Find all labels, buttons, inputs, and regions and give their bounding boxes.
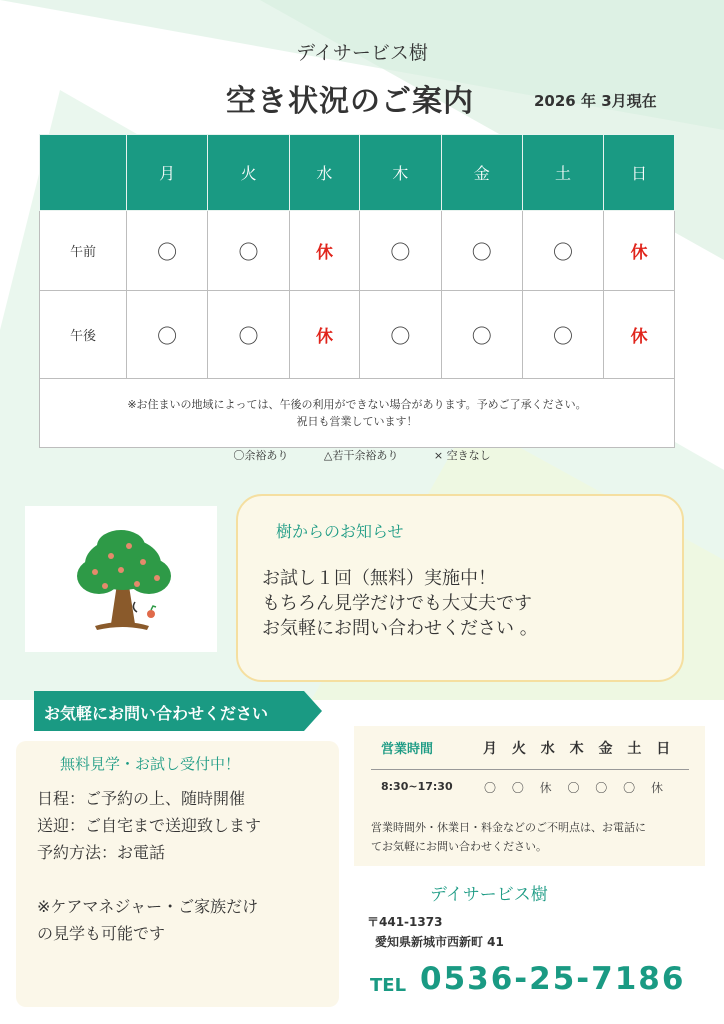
availability-cell (289, 211, 360, 291)
availability-cell (208, 211, 289, 291)
org-subtitle: デイサービス樹 (296, 42, 428, 64)
visit-body (37, 785, 261, 947)
hours-mark: 〇 (483, 781, 496, 795)
closed-mark: 休 (315, 327, 333, 347)
availability-table (39, 134, 675, 448)
hours-day: 火 (511, 741, 526, 757)
availability-cell (360, 211, 441, 291)
hours-mark: 〇 (623, 781, 636, 795)
availability-cell (522, 291, 603, 379)
news-line: もちろん見学だけでも大丈夫です (262, 593, 532, 614)
news-line: お気軽にお問い合わせください 。 (262, 618, 538, 639)
availability-cell (441, 291, 522, 379)
tree-icon (25, 506, 217, 652)
day-header: 日 (604, 135, 675, 211)
availability-mark: 〇 (390, 324, 411, 348)
availability-cell (360, 291, 441, 379)
news-line: お試し１回（無料）実施中！ (262, 568, 496, 589)
footer-org-name: デイサービス樹 (430, 885, 548, 905)
phone-number[interactable]: 0536-25-7186 (420, 961, 686, 997)
availability-mark: 〇 (553, 324, 574, 348)
availability-cell (604, 211, 675, 291)
table-note (40, 379, 675, 448)
page-title: 空き状況のご案内 (226, 84, 474, 119)
hours-time: 8:30~17:30 (381, 780, 453, 793)
day-header: 金 (441, 135, 522, 211)
table-row-morning (40, 211, 675, 291)
hours-mark: 〇 (595, 781, 608, 795)
availability-cell (441, 211, 522, 291)
hours-day: 水 (540, 741, 555, 757)
table-row-afternoon (40, 291, 675, 379)
visit-line: の見学も可能です (37, 924, 166, 943)
hours-mark: 〇 (511, 781, 524, 795)
availability-mark: 〇 (157, 324, 178, 348)
news-title: 樹からのお知らせ (276, 522, 404, 541)
availability-mark: 〇 (157, 240, 178, 264)
tel-label: TEL (370, 975, 407, 996)
news-body (262, 566, 538, 641)
hours-day: 土 (627, 741, 642, 757)
hours-day: 日 (656, 741, 671, 757)
availability-cell (289, 291, 360, 379)
day-header: 木 (360, 135, 441, 211)
availability-cell (127, 291, 208, 379)
hours-days (478, 738, 675, 758)
availability-mark: 〇 (471, 240, 492, 264)
hours-note-line: てお気軽にお問い合わせください。 (371, 840, 547, 853)
legend-full: × 空きなし (433, 449, 491, 462)
contact-banner: お気軽にお問い合わせください (44, 704, 269, 723)
visit-line: ※ケアマネジャー・ご家族だけ (37, 897, 259, 916)
visit-line: 予約方法：お電話 (37, 843, 166, 862)
visit-line: 日程：ご予約の上、随時開催 (37, 789, 246, 808)
hours-mark: 休 (650, 781, 663, 795)
row-label: 午後 (40, 291, 127, 379)
legend-few: △若干余裕あり (323, 449, 399, 462)
availability-mark: 〇 (553, 240, 574, 264)
availability-mark: 〇 (238, 240, 259, 264)
hours-note (371, 818, 646, 856)
postal-code: 〒441-1373 (367, 915, 443, 929)
legend (0, 447, 724, 463)
availability-cell (208, 291, 289, 379)
hours-note-line: 営業時間外・休業日・料金などのご不明点は、お電話に (371, 821, 646, 834)
closed-mark: 休 (315, 243, 333, 263)
day-header: 土 (522, 135, 603, 211)
table-header-row (40, 135, 675, 211)
note-line: ※お住まいの地域によっては、午後の利用ができない場合があります。予めご了承ください。 (127, 398, 587, 411)
corner-cell (40, 135, 127, 211)
row-label: 午前 (40, 211, 127, 291)
day-header: 火 (208, 135, 289, 211)
hours-day: 金 (598, 741, 613, 757)
closed-mark: 休 (630, 327, 648, 347)
legend-available: 〇余裕あり (233, 449, 289, 462)
hours-day: 月 (483, 741, 497, 757)
tree-image-box (25, 506, 217, 652)
hours-mark: 〇 (567, 781, 580, 795)
availability-cell (604, 291, 675, 379)
note-line: 祝日も営業しています！ (296, 415, 418, 428)
availability-mark: 〇 (390, 240, 411, 264)
day-header: 水 (289, 135, 360, 211)
footer-address (367, 912, 504, 952)
hours-title: 営業時間 (381, 742, 434, 757)
availability-cell (522, 211, 603, 291)
hours-divider (371, 769, 689, 770)
as-of-date: 2026 年 3月現在 (534, 92, 657, 110)
closed-mark: 休 (630, 243, 648, 263)
visit-title: 無料見学・お試し受付中！ (60, 755, 241, 773)
street-address: 愛知県新城市西新町 41 (375, 935, 504, 949)
availability-cell (127, 211, 208, 291)
hours-mark: 休 (539, 781, 552, 795)
day-header: 月 (127, 135, 208, 211)
hours-marks (478, 779, 669, 796)
availability-mark: 〇 (471, 324, 492, 348)
table-note-row (40, 379, 675, 448)
hours-day: 木 (569, 741, 584, 757)
availability-mark: 〇 (238, 324, 259, 348)
visit-line: 送迎：ご自宅まで送迎致します (37, 816, 262, 835)
